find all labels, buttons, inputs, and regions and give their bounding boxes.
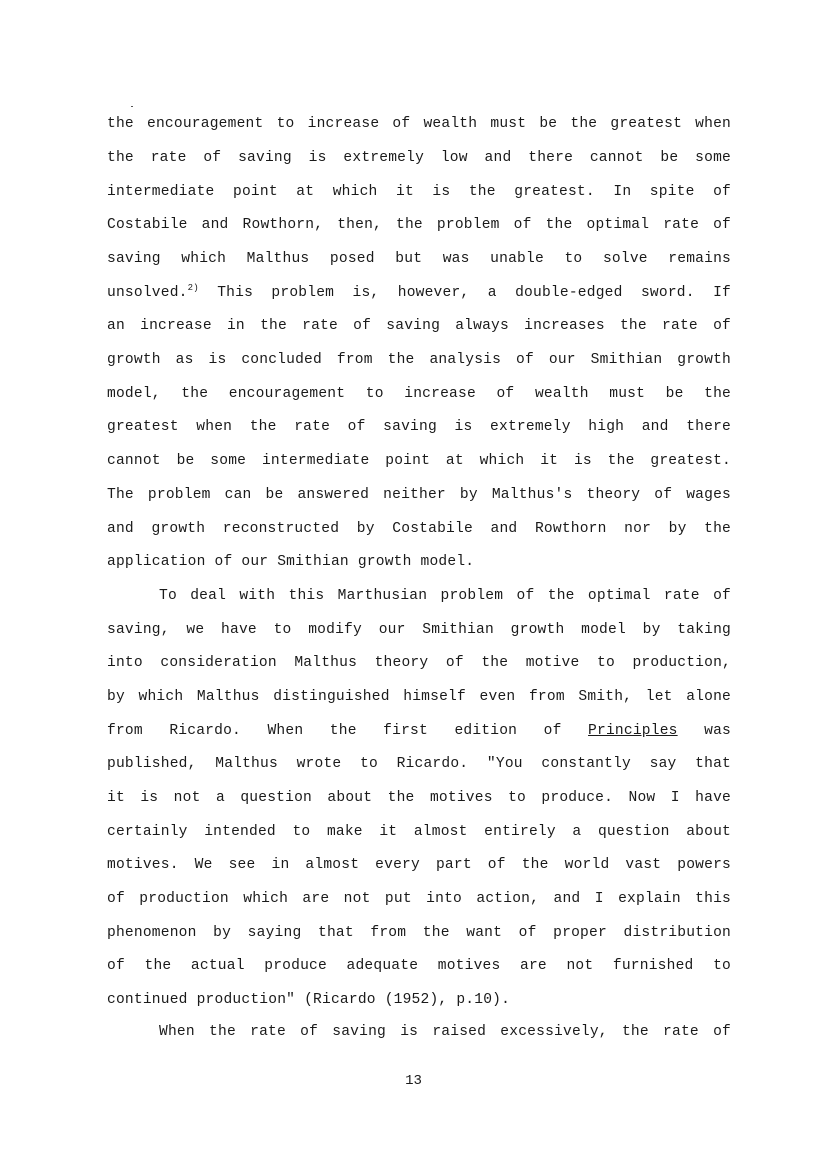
text-line: of the actual produce adequate motives are not furnished to — [107, 958, 731, 974]
text-segment: from Ricardo. When the first edition of — [107, 723, 589, 739]
text-line-with-title — [107, 721, 731, 741]
text-line: into consideration Malthus theory of the motive to production, — [107, 655, 731, 671]
text-line: published, Malthus wrote to Ricardo. "You constantly say that — [107, 756, 731, 772]
text-line: model, the encouragement to increase of wealth must be the — [107, 386, 731, 402]
text-segment: unsolved. — [107, 285, 188, 301]
text-line: motives. We see in almost every part of the world vast powers — [107, 857, 731, 873]
text-line: greatest when the rate of saving is extremely high and there — [107, 419, 731, 435]
text-segment: was — [677, 723, 731, 739]
text-line: To deal with this Marthusian problem of the optimal rate of — [159, 588, 731, 604]
text-line: an increase in the rate of saving always increases the rate of — [107, 318, 731, 334]
book-title: Principles — [588, 723, 678, 739]
text-line: The problem can be answered neither by Malthus's theory of wages — [107, 487, 731, 503]
text-line: saving, we have to modify our Smithian growth model by taking — [107, 622, 731, 638]
text-line: by which Malthus distinguished himself even from Smith, let alone — [107, 689, 731, 705]
text-line: of production which are not put into action, and I explain this — [107, 891, 731, 907]
text-line: cannot be some intermediate point at which it is the greatest. — [107, 453, 731, 469]
text-line: and growth reconstructed by Costabile and Rowthorn nor by the — [107, 521, 731, 537]
text-line: certainly intended to make it almost entirely a question about — [107, 824, 731, 840]
text-segment: This problem is, however, a double-edged sword. If — [198, 285, 731, 301]
text-line: application of our Smithian growth model. — [107, 554, 475, 570]
text-line: continued production" (Ricardo (1952), p.10). — [107, 992, 511, 1008]
page-number: 13 — [405, 1073, 422, 1089]
text-line: saving which Malthus posed but was unable to solve remains — [107, 251, 731, 267]
text-line: phenomenon by saying that from the want of proper distribution — [107, 925, 731, 941]
text-line-with-footnote — [107, 283, 731, 303]
text-line: intermediate point at which it is the greatest. In spite of — [107, 184, 731, 200]
text-line: Costabile and Rowthorn, then, the problem of the optimal rate of — [107, 217, 731, 233]
text-line: When the rate of saving is raised excessively, the rate of — [159, 1024, 731, 1040]
footnote-marker: 2) — [187, 283, 199, 294]
scan-speck — [131, 106, 133, 107]
text-line: the encouragement to increase of wealth must be the greatest when — [107, 116, 731, 132]
text-line: it is not a question about the motives to produce. Now I have — [107, 790, 731, 806]
text-line: the rate of saving is extremely low and there cannot be some — [107, 150, 731, 166]
text-line: growth as is concluded from the analysis of our Smithian growth — [107, 352, 731, 368]
